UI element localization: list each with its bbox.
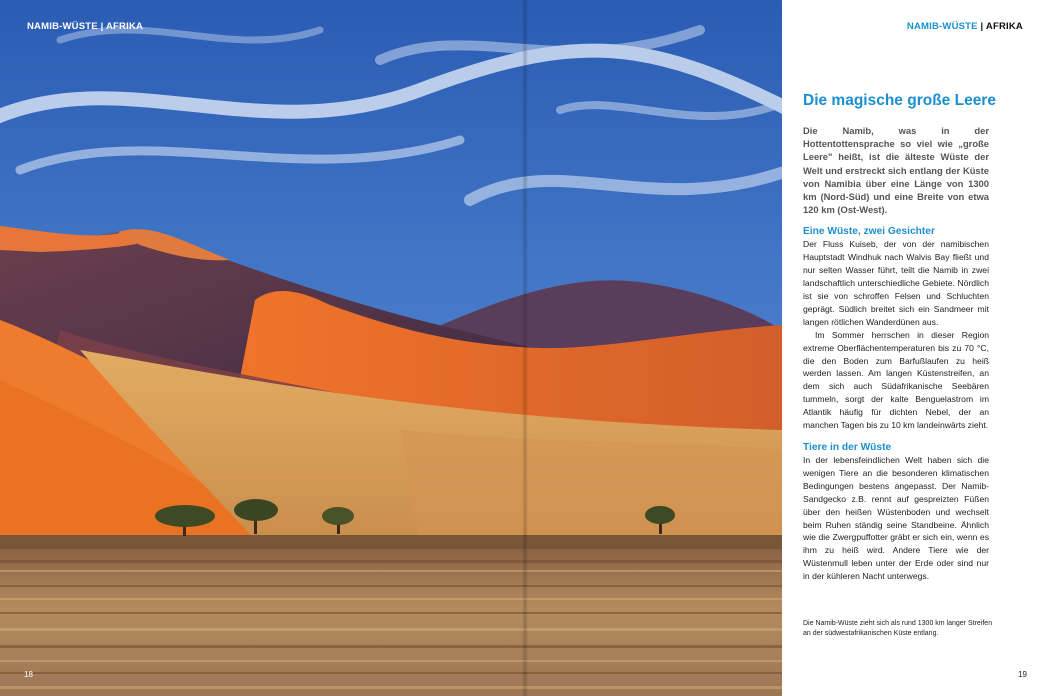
article-column (803, 92, 996, 583)
section1-paragraph-2: Im Sommer herrschen in dieser Region extreme Oberflächentemperaturen bis zu 70 °C, die den Boden zum Barfußlaufen zu heiß werden lassen. Am langen Küstenstreifen, an dem sich auch Südafrikanische Seebären tummeln, sorgt der kalte Benguelastrom im Atlantik häufig für dichten Nebel, der an manchen Tagen bis zu 10 km landeinwärts zieht. (803, 329, 989, 431)
running-head-right (907, 21, 1023, 32)
running-head-region: NAMIB-WÜSTE (906, 21, 978, 32)
section-heading-animals: Tiere in der Wüste (803, 442, 892, 454)
section1-paragraph-1: Der Fluss Kuiseb, der von der namibischen Hauptstadt Windhuk nach Walvis Bay fließt und nur selten Wasser führt, teilt die Namib in zwei landschaftlich unterschiedliche Gebiete. Nördlich ist sie von schroffen Felsen und Schluchten geprägt. Südlich breitet sich ein Sandmeer mit langen rötlichen Wanderdünen aus. (803, 239, 989, 327)
article-intro: Die Namib, was in der Hottentottensprache so viel wie „große Leere" heißt, ist die älteste Wüste der Welt und erstreckt sich entlang der Küste von Namibia über eine Länge von 1300 km (Nord-Süd) und eine Breite von etwa 120 km (Ost-West). (803, 125, 989, 216)
page-gutter (522, 0, 528, 696)
running-head-left: NAMIB-WÜSTE | AFRIKA (27, 21, 144, 32)
running-head-continent: AFRIKA (985, 21, 1023, 32)
article-title: Die magische große Leere (803, 92, 996, 109)
photo-caption: Die Namib-Wüste zieht sich als rund 1300 km langer Streifen an der südwestafrikanischen Küste entlang. (803, 620, 993, 637)
running-head-separator: | (977, 21, 986, 32)
section-heading-faces: Eine Wüste, zwei Gesichter (803, 226, 935, 238)
page-number-left: 18 (24, 670, 33, 679)
page-number-right: 19 (1018, 670, 1027, 679)
section2-paragraph-1: In der lebensfeindlichen Welt haben sich die wenigen Tiere an die besonderen klimatischen Bedingungen bestens angepasst. Der Namib-Sandgecko z.B. rennt auf gespreizten Füßen über den heißen Wüstenboden und wechselt beim Ruhen ständig seine Standbeine. Ähnlich wie die Zwergpuffotter gräbt er sich ein, wenn es ihm zu heiß wird. Andere Tiere wie der Wüstenmull leben unter der Erde oder sind nur in der kühleren Nacht unterwegs. (803, 455, 989, 582)
